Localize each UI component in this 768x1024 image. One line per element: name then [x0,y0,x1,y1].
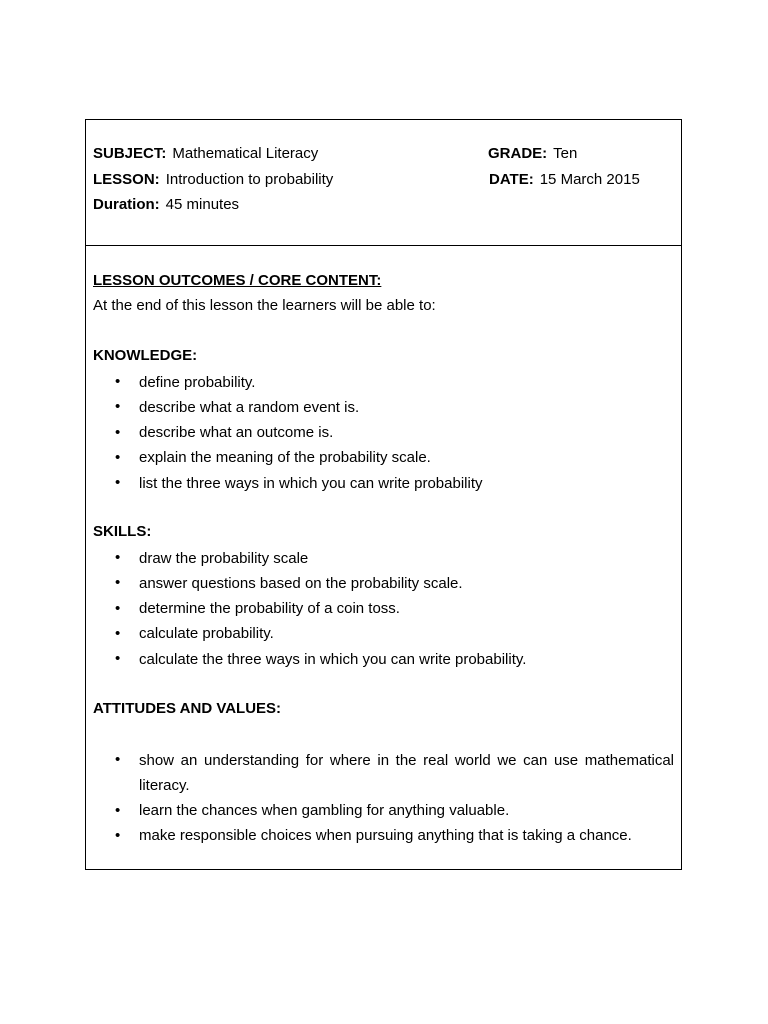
list-item-text: define probability. [139,373,256,391]
bullet-icon: • [115,423,121,441]
list-item [86,650,681,675]
duration-row [93,196,239,214]
lesson-content [86,246,681,869]
list-item [86,751,681,802]
bullet-icon: • [115,599,121,617]
lesson-plan-table [85,119,682,870]
outcomes-intro: At the end of this lesson the learners will be able to: [93,297,436,314]
list-item-text: show an understanding for where in the real world we can use mathematical literacy. [139,751,674,794]
lesson-value: Introduction to probability [165,171,334,188]
skills-list [86,549,681,675]
bullet-icon: • [115,826,121,844]
list-item-text: calculate probability. [139,625,274,643]
list-item-text: calculate the three ways in which you can write probability. [139,650,527,668]
date-row [489,171,640,189]
list-item-text: explain the meaning of the probability scale. [139,449,431,467]
date-label: DATE: [489,171,534,188]
list-item-text: learn the chances when gambling for anything valuable. [139,802,510,819]
duration-label: Duration: [93,196,160,213]
subject-label: SUBJECT: [93,145,167,162]
list-item-text: describe what an outcome is. [139,424,334,442]
outcomes-heading: LESSON OUTCOMES / CORE CONTENT: [93,272,382,289]
lesson-label: LESSON: [93,171,160,188]
attitudes-list [86,751,681,852]
knowledge-list [86,373,681,499]
bullet-icon: • [115,801,121,819]
bullet-icon: • [115,373,121,390]
skills-heading: SKILLS: [93,523,152,540]
date-value: 15 March 2015 [539,171,640,188]
list-item-text: determine the probability of a coin toss. [139,600,400,618]
bullet-icon: • [115,751,121,768]
list-item-text: list the three ways in which you can write probability [139,474,483,492]
knowledge-heading: KNOWLEDGE: [93,347,198,364]
grade-label: GRADE: [488,145,548,162]
bullet-icon: • [115,650,121,668]
list-item-text: make responsible choices when pursuing anything that is taking a chance. [139,827,632,845]
duration-value: 45 minutes [165,196,240,213]
list-item-text: draw the probability scale [139,549,309,567]
attitudes-heading: ATTITUDES AND VALUES: [93,700,282,717]
grade-row [488,145,577,163]
grade-value: Ten [553,145,578,162]
lesson-header [86,120,681,246]
bullet-icon: • [115,574,121,592]
subject-value: Mathematical Literacy [172,145,319,162]
bullet-icon: • [115,474,121,492]
list-item-text: describe what a random event is. [139,398,360,416]
list-item [86,827,681,852]
bullet-icon: • [115,624,121,642]
bullet-icon: • [115,448,121,466]
list-item [86,474,681,499]
bullet-icon: • [115,398,121,416]
list-item-text: answer questions based on the probability scale. [139,574,463,592]
bullet-icon: • [115,549,121,566]
subject-row [93,145,318,163]
lesson-row [93,171,333,189]
